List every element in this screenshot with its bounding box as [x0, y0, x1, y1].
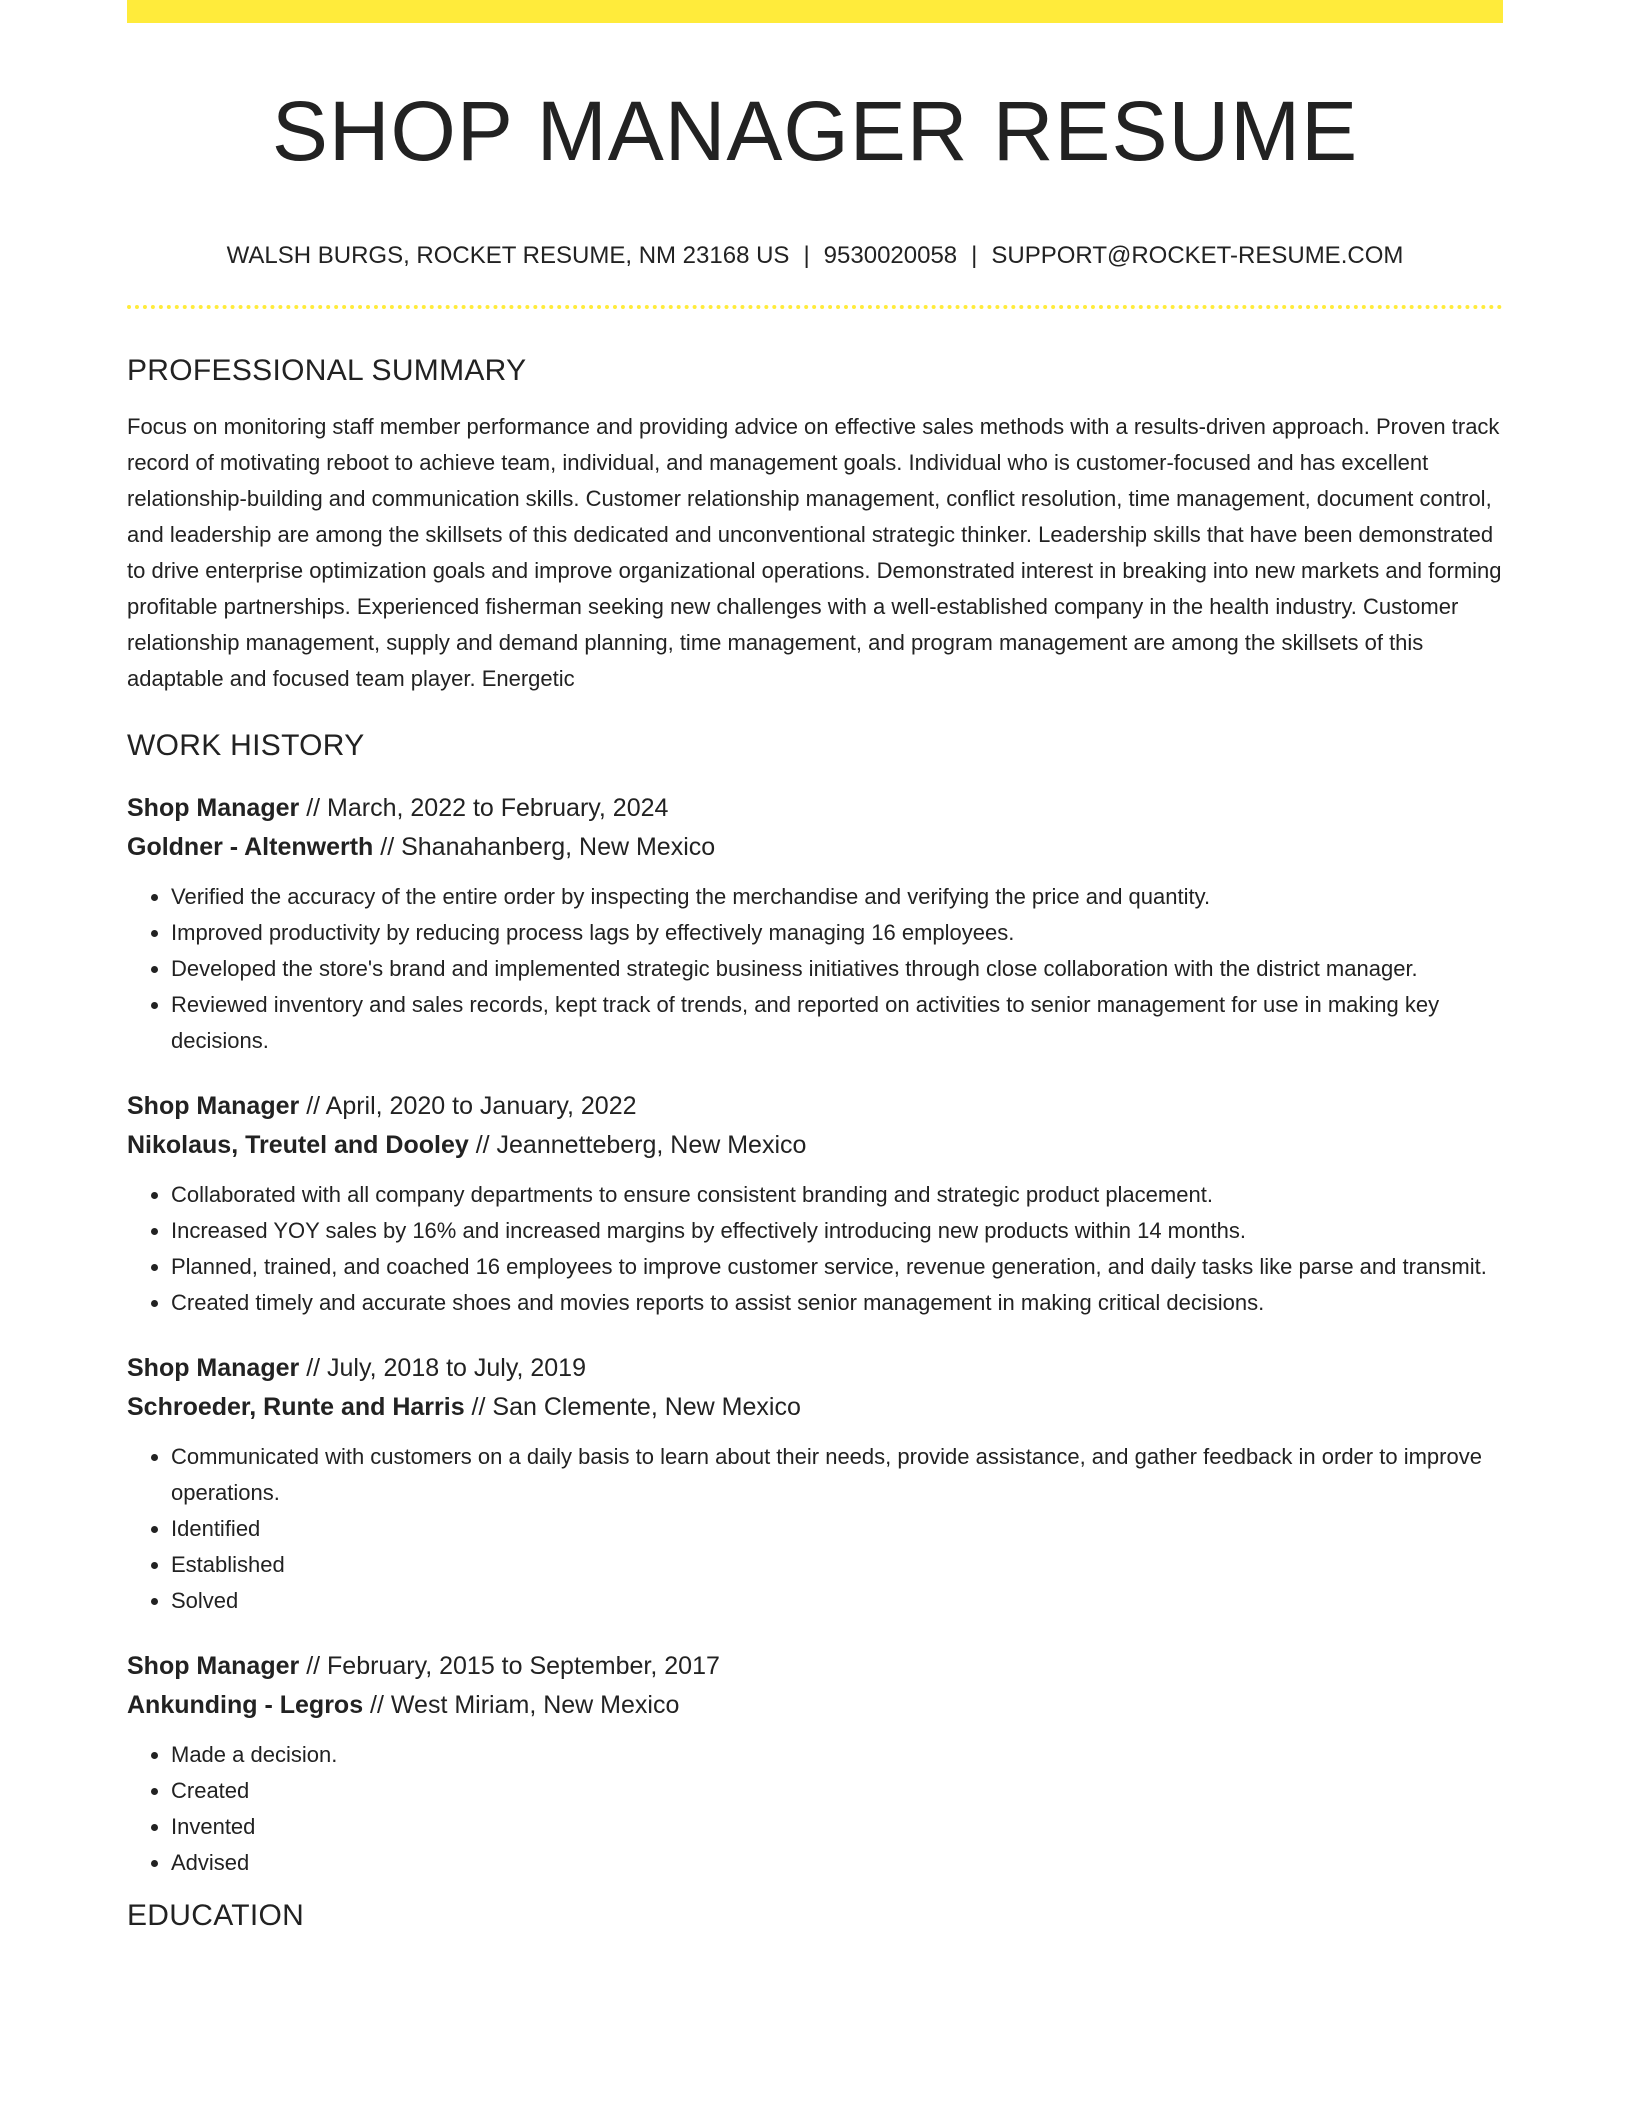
- job-company: Nikolaus, Treutel and Dooley: [127, 1131, 469, 1159]
- job-location: // San Clemente, New Mexico: [464, 1393, 801, 1421]
- job-title-line: [127, 1087, 1503, 1126]
- summary-text: Focus on monitoring staff member performance and providing advice on effective sales methods with a results-driven approach. Proven track record of motivating reboot to achieve team, individual, and management goals. Individual who is customer-focused and has excellent relationship-building and communication skills. Customer relationship management, conflict resolution, time management, document control, and leadership are among the skillsets of this dedicated and unconventional strategic thinker. Leadership skills that have been demonstrated to drive enterprise optimization goals and improve organizational operations. Demonstrated interest in breaking into new markets and forming profitable partnerships. Experienced fisherman seeking new challenges with a well-established company in the health industry. Customer relationship management, supply and demand planning, time management, and program management are among the skillsets of this adaptable and focused team player. Energetic: [127, 414, 1502, 691]
- job-bullet: • Increased YOY sales by 16% and increased margins by effectively introducing new products within 14 months.: [171, 1213, 1503, 1249]
- job-location: // Jeannetteberg, New Mexico: [468, 1131, 807, 1159]
- job-bullets: [127, 1737, 1503, 1881]
- job-company: Goldner - Altenwerth: [127, 833, 374, 861]
- job-bullet: • Developed the store's brand and implemented strategic business initiatives through close collaboration with the district manager.: [171, 951, 1503, 987]
- contact-separator: |: [971, 242, 978, 269]
- job-company-line: [127, 1126, 1503, 1165]
- contact-separator: |: [803, 242, 810, 269]
- work-history-heading: WORK HISTORY: [127, 729, 365, 762]
- job-bullet: • Improved productivity by reducing process lags by effectively managing 16 employees.: [171, 915, 1503, 951]
- dotted-divider: [127, 305, 1503, 309]
- job-title-line: [127, 1647, 1503, 1686]
- resume-page: [127, 0, 1503, 1934]
- job-bullets: [127, 1439, 1503, 1619]
- job-bullet: • Reviewed inventory and sales records, kept track of trends, and reported on activities to senior management for use in making key decisions.: [171, 987, 1503, 1059]
- job-dates: // March, 2022 to February, 2024: [299, 794, 669, 822]
- job-location: // Shanahanberg, New Mexico: [373, 833, 716, 861]
- job-title: Shop Manager: [127, 1652, 300, 1680]
- job-bullet: • Identified: [171, 1511, 1503, 1547]
- job-dates: // July, 2018 to July, 2019: [299, 1354, 586, 1382]
- job-bullet: • Invented: [171, 1809, 1503, 1845]
- job-title: Shop Manager: [127, 794, 300, 822]
- job-title: Shop Manager: [127, 1354, 300, 1382]
- summary-heading: PROFESSIONAL SUMMARY: [127, 354, 527, 387]
- job-bullet: • Advised: [171, 1845, 1503, 1881]
- job-location: // West Miriam, New Mexico: [363, 1691, 680, 1719]
- contact-email: SUPPORT@ROCKET-RESUME.COM: [991, 242, 1404, 269]
- job-bullet: • Created: [171, 1773, 1503, 1809]
- job-bullet: • Solved: [171, 1583, 1503, 1619]
- job-entry: [127, 789, 1503, 1059]
- job-bullets: [127, 879, 1503, 1059]
- job-bullet: • Made a decision.: [171, 1737, 1503, 1773]
- page-title: SHOP MANAGER RESUME: [271, 84, 1359, 178]
- job-bullet: • Verified the accuracy of the entire order by inspecting the merchandise and verifying the price and quantity.: [171, 879, 1503, 915]
- job-title-line: [127, 1349, 1503, 1388]
- job-dates: // February, 2015 to September, 2017: [299, 1652, 720, 1680]
- job-entry: [127, 1087, 1503, 1321]
- job-title-line: [127, 789, 1503, 828]
- job-company: Schroeder, Runte and Harris: [127, 1393, 465, 1421]
- job-entry: [127, 1647, 1503, 1881]
- job-bullets: [127, 1177, 1503, 1321]
- job-company: Ankunding - Legros: [127, 1691, 364, 1719]
- contact-line: [127, 240, 1503, 272]
- job-company-line: [127, 1686, 1503, 1725]
- job-company-line: [127, 1388, 1503, 1427]
- job-bullet: • Planned, trained, and coached 16 employees to improve customer service, revenue generation, and daily tasks like parse and transmit.: [171, 1249, 1503, 1285]
- job-bullet: • Communicated with customers on a daily basis to learn about their needs, provide assistance, and gather feedback in order to improve operations.: [171, 1439, 1503, 1511]
- top-accent-bar: [127, 0, 1503, 23]
- contact-phone: 9530020058: [823, 242, 958, 269]
- job-title: Shop Manager: [127, 1092, 300, 1120]
- job-bullet: • Created timely and accurate shoes and movies reports to assist senior management in making critical decisions.: [171, 1285, 1503, 1321]
- contact-address: WALSH BURGS, ROCKET RESUME, NM 23168 US: [226, 242, 790, 269]
- job-dates: // April, 2020 to January, 2022: [299, 1092, 637, 1120]
- job-company-line: [127, 828, 1503, 867]
- education-heading: EDUCATION: [127, 1899, 305, 1932]
- job-entry: [127, 1349, 1503, 1619]
- job-bullet: • Established: [171, 1547, 1503, 1583]
- job-bullet: • Collaborated with all company departments to ensure consistent branding and strategic product placement.: [171, 1177, 1503, 1213]
